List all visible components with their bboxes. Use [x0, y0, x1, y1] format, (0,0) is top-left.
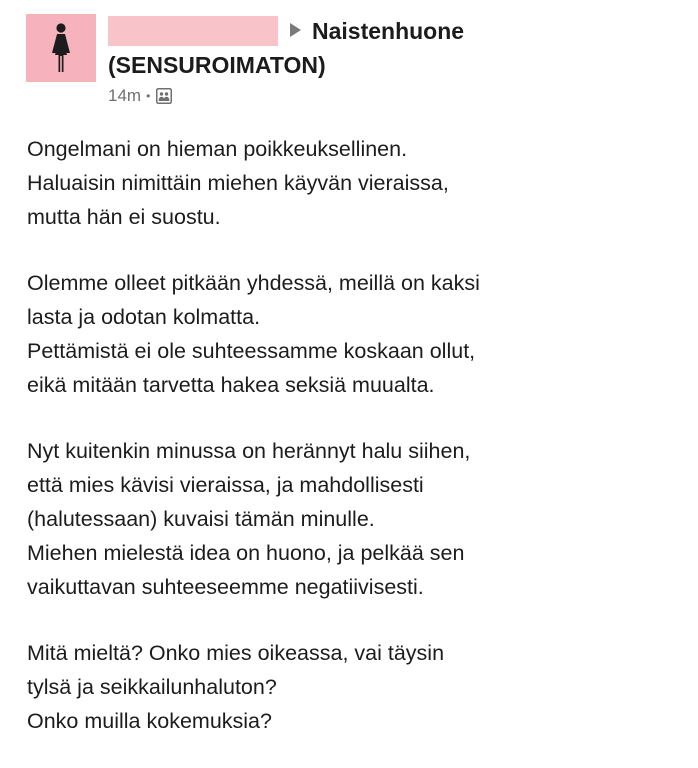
- post-text-line: vaikuttavan suhteeseemme negatiivisesti.: [27, 575, 424, 599]
- post-text-line: eikä mitään tarvetta hakea seksiä muualta.: [27, 373, 435, 397]
- group-audience-icon: [156, 88, 172, 104]
- post-meta: [108, 86, 172, 106]
- post-text-line: Haluaisin nimittäin miehen käyvän vieraissa,: [27, 171, 449, 195]
- post-paragraph: [27, 636, 677, 738]
- post-body: [27, 132, 677, 738]
- paragraph-gap: [27, 234, 677, 266]
- post-paragraph: [27, 434, 677, 604]
- post-text-line: Nyt kuitenkin minussa on herännyt halu siihen,: [27, 439, 471, 463]
- post-text-line: Ongelmani on hieman poikkeuksellinen.: [27, 137, 408, 161]
- paragraph-gap: [27, 402, 677, 434]
- post-text-line: että mies kävisi vieraissa, ja mahdollisesti: [27, 473, 424, 497]
- post-paragraph: [27, 266, 677, 402]
- triangle-right-icon: [290, 23, 301, 37]
- paragraph-gap: [27, 604, 677, 636]
- redacted-author-name: [108, 16, 278, 46]
- post-text-line: Olemme olleet pitkään yhdessä, meillä on kaksi: [27, 271, 480, 295]
- post-text-line: Onko muilla kokemuksia?: [27, 709, 272, 733]
- post-paragraph: [27, 132, 677, 234]
- group-subtitle-link[interactable]: (SENSUROIMATON): [108, 52, 326, 78]
- avatar[interactable]: [26, 14, 96, 82]
- group-name-link[interactable]: Naistenhuone: [312, 18, 465, 44]
- post-text-line: lasta ja odotan kolmatta.: [27, 305, 261, 329]
- female-figure-icon: [49, 23, 73, 73]
- post-text-line: Pettämistä ei ole suhteessamme koskaan ollut,: [27, 339, 476, 363]
- meta-separator: •: [146, 89, 151, 103]
- post-text-line: Miehen mielestä idea on huono, ja pelkää sen: [27, 541, 465, 565]
- post-timestamp[interactable]: 14m: [108, 86, 142, 105]
- post-text-line: (halutessaan) kuvaisi tämän minulle.: [27, 507, 375, 531]
- post-text-line: tylsä ja seikkailunhaluton?: [27, 675, 277, 699]
- post-text-line: mutta hän ei suostu.: [27, 205, 221, 229]
- post-text-line: Mitä mieltä? Onko mies oikeassa, vai täysin: [27, 641, 445, 665]
